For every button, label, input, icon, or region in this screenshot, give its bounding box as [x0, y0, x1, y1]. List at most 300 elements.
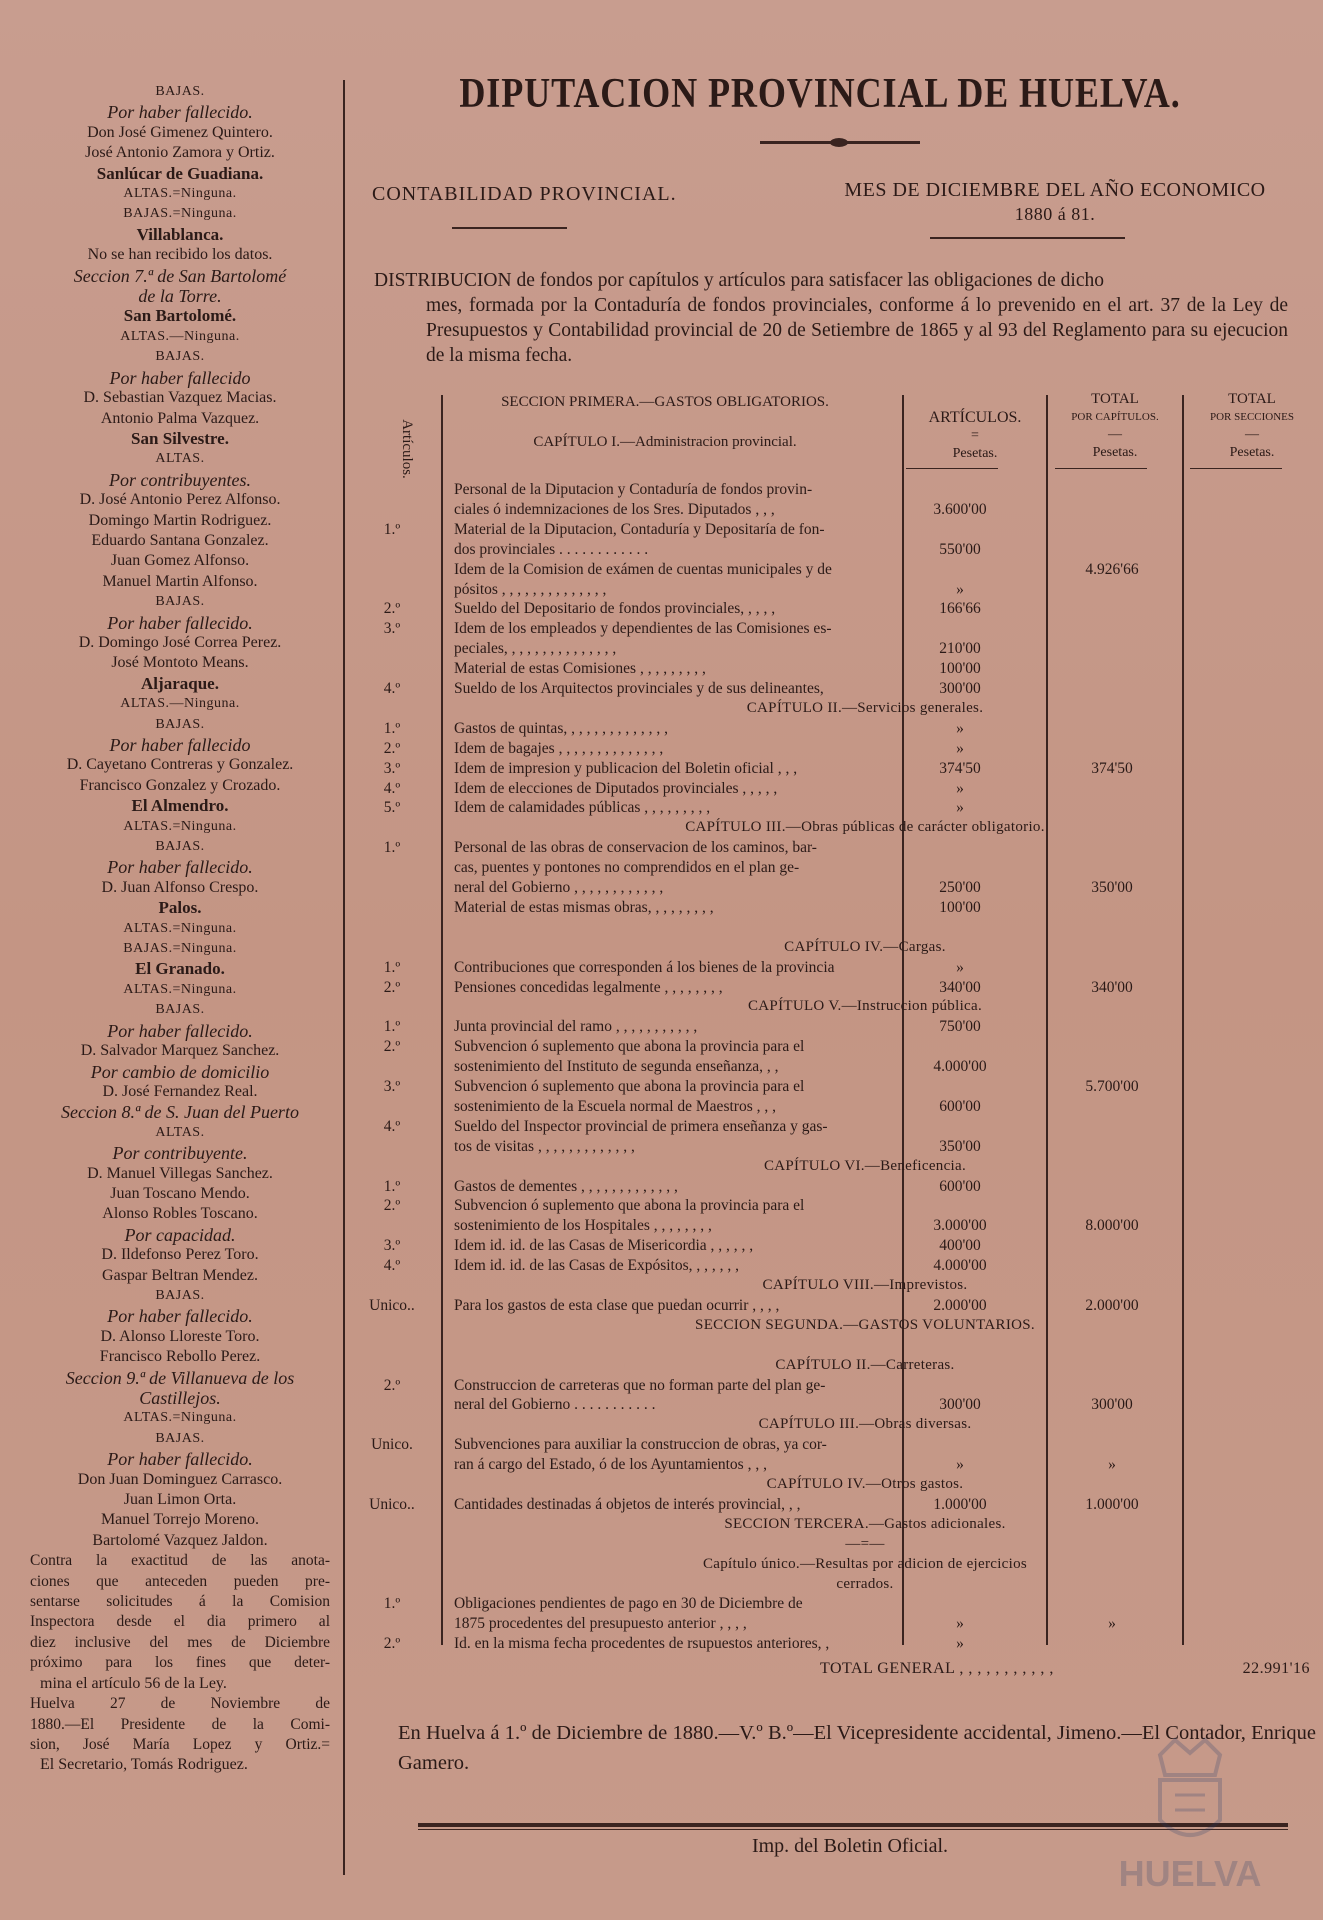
table-row: [374, 1614, 1323, 1633]
article-number: 3.º: [383, 1078, 401, 1095]
row-description: Pensiones concedidas legalmente , , , , , , , ,: [454, 978, 723, 996]
chapter-total: 350'00: [1091, 879, 1133, 896]
row-description: SECCION TERCERA.—Gastos adicionales.: [724, 1515, 1006, 1532]
table-row: [374, 1236, 1323, 1255]
table-row: [374, 1376, 1323, 1395]
left-column-line: BAJAS.=Ninguna.: [123, 941, 237, 957]
left-column-line: Seccion 8.ª de S. Juan del Puerto: [61, 1102, 299, 1123]
archive-watermark: [1080, 1735, 1300, 1905]
left-column-line: Por contribuyente.: [112, 1143, 248, 1164]
article-amount: 400'00: [939, 1237, 981, 1255]
article-number: Unico..: [369, 1495, 415, 1513]
left-column-line: ALTAS.—Ninguna.: [120, 696, 240, 712]
row-description: neral del Gobierno . . . . . . . . . . .: [454, 1396, 656, 1414]
left-column-line: ALTAS.: [155, 451, 205, 467]
table-row: [374, 779, 1323, 798]
row-description: Subvencion ó suplemento que abona la provincia para el: [454, 1197, 805, 1215]
left-column-line: Eduardo Santana Gonzalez.: [91, 531, 269, 549]
left-column-line: San Bartolomé.: [123, 306, 237, 326]
row-description: Personal de la Diputacion y Contaduría de fondos provin-: [454, 481, 813, 498]
table-row: [374, 1097, 1323, 1116]
article-number: 2.º: [383, 1197, 401, 1215]
left-column-line: ALTAS.—Ninguna.: [120, 328, 240, 344]
month-rule: [930, 237, 1125, 239]
article-amount: 4.000'00: [933, 1058, 987, 1076]
left-column-line: diez inclusive del mes de Diciembre: [30, 1633, 330, 1651]
table-row: [374, 858, 1323, 877]
row-description: Idem de elecciones de Diputados provinciales , , , , ,: [454, 779, 778, 797]
row-description: Construccion de carreteras que no forman parte del plan ge-: [454, 1376, 826, 1394]
article-number: 1.º: [383, 1018, 401, 1036]
left-column-line: BAJAS.: [155, 84, 205, 99]
column-divider: [343, 80, 345, 1875]
left-column-line: BAJAS.: [155, 349, 205, 365]
left-column-line: de la Torre.: [138, 286, 222, 307]
article-number: 2.º: [383, 739, 401, 757]
row-description: Junta provincial del ramo , , , , , , , , , , ,: [454, 1018, 698, 1036]
chapter-total: 340'00: [1091, 978, 1133, 996]
left-column-line: ALTAS.=Ninguna.: [123, 818, 237, 834]
printer-imprint: Imp. del Boletin Oficial.: [751, 1835, 949, 1857]
left-column-line: Francisco Rebollo Perez.: [99, 1348, 261, 1366]
left-column-line: ALTAS.=Ninguna.: [123, 1410, 237, 1426]
left-column-line: El Almendro.: [131, 796, 229, 816]
article-amount: 300'00: [939, 680, 981, 697]
row-description: cerrados.: [836, 1575, 894, 1592]
left-column-line: Por contribuyentes.: [109, 469, 251, 490]
row-description: sostenimiento del Instituto de segunda enseñanza, , ,: [454, 1058, 779, 1076]
article-amount: 2.000'00: [933, 1296, 987, 1314]
table-row: [374, 599, 1323, 618]
left-column-line: Sanlúcar de Guadiana.: [96, 163, 264, 183]
col-articulos-label: ARTÍCULOS.: [928, 409, 1022, 426]
table-row: [374, 1395, 1323, 1414]
row-description: sostenimiento de los Hospitales , , , , , , , ,: [454, 1217, 712, 1235]
left-column-line: BAJAS.: [155, 839, 205, 855]
left-column-line: D. Salvador Marquez Sanchez.: [80, 1042, 280, 1060]
chapter-total: »: [1108, 1615, 1116, 1633]
left-column-line: No se han recibido los datos.: [87, 246, 273, 264]
left-column-line: Manuel Martin Alfonso.: [102, 572, 258, 590]
page-title: DIPUTACION PROVINCIAL DE HUELVA.: [459, 71, 1181, 117]
chapter-total: 8.000'00: [1085, 1217, 1139, 1235]
left-column-line: Don José Gimenez Quintero.: [87, 123, 273, 141]
article-number: 4.º: [383, 680, 401, 697]
month-heading: [820, 178, 1290, 226]
left-column-line: Por haber fallecido: [109, 735, 251, 755]
left-column-line: Juan Toscano Mendo.: [110, 1184, 250, 1202]
left-column-line: ALTAS.=Ninguna.: [123, 186, 237, 202]
table-row: [374, 1515, 1323, 1534]
left-column-line: San Silvestre.: [131, 428, 229, 448]
row-description: Personal de las obras de conservacion de los caminos, bar-: [454, 839, 817, 857]
table-row: [374, 1077, 1323, 1096]
col-total-cap-dash: —: [1108, 427, 1122, 442]
table-row: [374, 1634, 1323, 1653]
row-description: CAPÍTULO VI.—Beneficencia.: [763, 1157, 967, 1174]
chapter-total: 2.000'00: [1085, 1296, 1139, 1314]
left-column-line: D. Alonso Lloreste Toro.: [100, 1327, 260, 1345]
left-column-line: Por haber fallecido.: [107, 1020, 253, 1041]
row-description: Subvencion ó suplemento que abona la provincia para el: [454, 1078, 805, 1095]
table-row: [371, 1435, 1323, 1454]
row-description: Sueldo del Inspector provincial de primera enseñanza y gas-: [454, 1117, 828, 1135]
table-row: [374, 878, 1323, 897]
section-one-heading: SECCION PRIMERA.—GASTOS OBLIGATORIOS.: [501, 394, 829, 410]
row-description: CAPÍTULO IV.—Otros gastos.: [766, 1476, 964, 1492]
left-column-line: sion, José María Lopez y Ortiz.=: [30, 1735, 330, 1753]
article-number: 1.º: [383, 520, 401, 538]
crown-shield-icon: [1080, 1735, 1300, 1855]
article-number: 4.º: [383, 779, 401, 797]
left-column-line: Villablanca.: [136, 224, 224, 244]
article-amount: 3.600'00: [933, 500, 987, 518]
row-description: CAPÍTULO II.—Carreteras.: [775, 1356, 955, 1373]
left-column-line: Francisco Gonzalez y Crozado.: [79, 776, 281, 794]
left-column-line: Contra la exactitud de las anota-: [30, 1552, 330, 1570]
year-line: 1880 á 81.: [1014, 204, 1096, 224]
row-description: Sueldo de los Arquitectos provinciales y de sus delineantes,: [454, 680, 824, 697]
left-column-line: El Secretario, Tomás Rodriguez.: [40, 1756, 248, 1774]
table-row: [369, 1495, 1323, 1514]
table-row: [374, 1535, 1323, 1554]
left-column-line: BAJAS.: [155, 594, 205, 610]
table-row: [374, 1575, 1323, 1594]
chapter-total: 300'00: [1091, 1396, 1133, 1414]
table-row: [374, 719, 1323, 738]
article-amount: 250'00: [939, 879, 981, 896]
article-amount: 350'00: [939, 1137, 981, 1155]
table-row: [374, 1316, 1323, 1335]
left-column-line: Alonso Robles Toscano.: [102, 1205, 258, 1223]
table-row: [374, 560, 1323, 579]
left-column-line: Aljaraque.: [141, 673, 219, 693]
table-row: [374, 1256, 1323, 1275]
table-row: [374, 1196, 1323, 1215]
left-column-line: Bartolomé Vazquez Jaldon.: [92, 1531, 268, 1549]
left-column-line: 1880.—El Presidente de la Comi-: [30, 1715, 330, 1733]
row-description: Subvencion ó suplemento que abona la provincia para el: [454, 1038, 805, 1056]
row-description: Idem de calamidades públicas , , , , , , , , ,: [454, 799, 711, 817]
table-row: [374, 500, 1323, 519]
article-number: Unico..: [369, 1296, 415, 1314]
month-line: MES DE DICIEMBRE DEL AÑO ECONOMICO: [844, 179, 1266, 201]
col-total-cap-pesetas: Pesetas.: [1092, 445, 1138, 460]
table-row: [374, 1117, 1323, 1136]
table-row: [374, 699, 1323, 718]
article-amount: 600'00: [939, 1177, 981, 1195]
left-column-line: BAJAS.: [155, 1002, 205, 1018]
left-column-line: Seccion 7.ª de San Bartolomé: [73, 265, 287, 286]
article-number: 4.º: [383, 1117, 401, 1135]
row-description: Obligaciones pendientes de pago en 30 de Diciembre de: [454, 1595, 803, 1613]
row-description: pósitos , , , , , , , , , , , , , ,: [454, 580, 607, 598]
table-row: [374, 997, 1323, 1016]
chapter-total: »: [1108, 1456, 1116, 1474]
table-row: [374, 1157, 1323, 1176]
table-row: [374, 639, 1323, 658]
article-amount: 210'00: [939, 640, 981, 658]
chapter-one-heading: CAPÍTULO I.—Administracion provincial.: [533, 434, 797, 450]
article-amount: 340'00: [939, 978, 981, 996]
row-description: Material de estas mismas obras, , , , , , , , ,: [454, 898, 714, 916]
article-amount: »: [956, 1456, 964, 1474]
col-total-sec-label2: POR SECCIONES: [1209, 411, 1295, 423]
row-description: SECCION SEGUNDA.—GASTOS VOLUNTARIOS.: [695, 1316, 1035, 1333]
col-total-capitulos: [1048, 390, 1182, 462]
row-description: Idem de los empleados y dependientes de las Comisiones es-: [454, 620, 832, 638]
row-description: sostenimiento de la Escuela normal de Maestros , , ,: [454, 1097, 776, 1115]
row-description: ran á cargo del Estado, ó de los Ayuntamientos , , ,: [454, 1456, 767, 1474]
article-number: 2.º: [383, 1038, 401, 1056]
title-ornament: [760, 141, 920, 144]
table-row: [374, 1336, 1323, 1355]
table-row: [374, 1594, 1323, 1613]
left-column-line: Por haber fallecido.: [107, 612, 253, 633]
chapter-total: 4.926'66: [1085, 560, 1139, 578]
distribution-rest: mes, formada por la Contaduría de fondos provinciales, conforme á lo prevenido en el art. 37 de la Ley de Presupuestos y Contabilidad provincial de 20 de Setiembre de 1865 y al 93 del Reglamento para su ejecucion de la misma fecha.: [426, 295, 1288, 366]
article-amount: 100'00: [939, 898, 981, 916]
row-description: Idem id. id. de las Casas de Misericordia , , , , , ,: [454, 1237, 754, 1255]
col-total-cap-label: TOTAL: [1091, 391, 1139, 407]
col-articulos: [905, 409, 1045, 463]
table-row: [374, 1137, 1323, 1156]
row-description: dos provinciales . . . . . . . . . . . .: [454, 540, 649, 558]
left-column-line: Don Juan Dominguez Carrasco.: [77, 1470, 283, 1488]
left-column-line: Castillejos.: [139, 1388, 221, 1408]
row-description: peciales, , , , , , , , , , , , , , ,: [454, 640, 617, 658]
left-column-line: ALTAS.=Ninguna.: [123, 981, 237, 997]
left-column: [30, 82, 330, 1776]
article-amount: 550'00: [939, 540, 981, 558]
article-amount: 750'00: [939, 1018, 981, 1036]
row-description: Idem de la Comision de exámen de cuentas municipales y de: [454, 560, 832, 578]
row-description: Cantidades destinadas á objetos de interés provincial, , ,: [454, 1495, 801, 1513]
total-general: [820, 1660, 1310, 1678]
table-row: [374, 759, 1323, 778]
article-number: 3.º: [383, 620, 401, 638]
left-column-line: José Montoto Means.: [111, 654, 249, 672]
article-amount: »: [956, 799, 964, 817]
table-row: [374, 1216, 1323, 1235]
article-amount: 374'50: [939, 759, 981, 777]
article-number: 1.º: [383, 719, 401, 737]
article-number: 3.º: [383, 1237, 401, 1255]
article-number: 2.º: [383, 600, 401, 618]
row-description: cas, puentes y pontones no comprendidos en el plan ge-: [454, 859, 800, 877]
left-column-line: Por haber fallecido.: [107, 102, 253, 123]
table-row: [374, 978, 1323, 997]
chapter-total: 1.000'00: [1085, 1495, 1139, 1513]
left-column-line: D. Juan Alfonso Crespo.: [101, 878, 259, 896]
row-description: Idem de impresion y publicacion del Boletin oficial , , ,: [454, 759, 798, 777]
chapter-total: 5.700'00: [1085, 1078, 1139, 1095]
row-description: Gastos de quintas, , , , , , , , , , , , , ,: [454, 719, 668, 737]
article-amount: »: [956, 1615, 964, 1633]
row-description: Material de la Diputacion, Contaduría y Depositaría de fon-: [454, 520, 825, 538]
table-row: [374, 1455, 1323, 1474]
articulos-side-header: Artículos.: [399, 419, 415, 479]
left-column-line: D. Sebastian Vazquez Macias.: [83, 389, 277, 407]
left-column-line: D. Manuel Villegas Sanchez.: [87, 1164, 273, 1182]
table-row: [369, 1296, 1323, 1315]
article-number: 2.º: [383, 1635, 401, 1653]
row-description: CAPÍTULO V.—Instruccion pública.: [747, 998, 983, 1015]
col-total-sec-pesetas: Pesetas.: [1229, 445, 1275, 460]
signature-paragraph: En Huelva á 1.º de Diciembre de 1880.—V.º B.º—El Vicepresidente accidental, Jimeno.—El Contador, Enrique Gamero.: [398, 1722, 1316, 1774]
total-general-value: 22.991'16: [1242, 1660, 1310, 1677]
col-articulos-eq: =: [971, 428, 979, 443]
table-row: [374, 1057, 1323, 1076]
left-column-line: D. José Fernandez Real.: [102, 1082, 258, 1100]
left-column-line: Antonio Palma Vazquez.: [100, 409, 260, 427]
table-row: [374, 1276, 1323, 1295]
left-column-line: BAJAS.: [155, 716, 205, 732]
watermark-text: HUELVA: [1118, 1853, 1262, 1894]
table-row: [374, 1356, 1323, 1375]
table-row: [374, 619, 1323, 638]
article-number: 2.º: [383, 1376, 401, 1394]
left-column-line: D. Ildefonso Perez Toro.: [101, 1246, 259, 1264]
left-column-line: Por haber fallecido: [109, 367, 251, 388]
article-amount: 3.000'00: [933, 1217, 987, 1235]
table-row: [374, 679, 1323, 698]
left-column-line: próximo para los fines que deter-: [30, 1654, 330, 1672]
col-total-secciones: [1184, 390, 1320, 462]
left-column-line: D. José Antonio Perez Alfonso.: [79, 491, 281, 509]
row-description: CAPÍTULO III.—Obras diversas.: [758, 1416, 972, 1433]
left-column-line: D. Cayetano Contreras y Gonzalez.: [66, 756, 294, 774]
row-description: neral del Gobierno , , , , , , , , , , , ,: [454, 879, 664, 896]
col-total-sec-label: TOTAL: [1228, 391, 1276, 407]
left-column-line: Juan Limon Orta.: [123, 1491, 237, 1509]
left-column-line: Inspectora desde el dia primero al: [30, 1613, 330, 1631]
table-row: [374, 818, 1323, 837]
row-description: Material de estas Comisiones , , , , , , , , ,: [454, 660, 706, 678]
article-amount: »: [956, 580, 964, 598]
contabilidad-heading: CONTABILIDAD PROVINCIAL.: [372, 183, 677, 205]
left-column-line: Gaspar Beltran Mendez.: [102, 1266, 258, 1284]
table-row: [374, 1177, 1323, 1196]
left-column-line: El Granado.: [135, 959, 225, 979]
distribution-first-line: DISTRIBUCION de fondos por capítulos y artículos para satisfacer las obligaciones de dicho: [374, 270, 1104, 291]
row-description: Sueldo del Depositario de fondos provinciales, , , , ,: [454, 600, 776, 618]
col-total-sec-dash: —: [1245, 427, 1259, 442]
row-description: CAPÍTULO III.—Obras públicas de carácter obligatorio.: [685, 819, 1045, 836]
row-description: Contribuciones que corresponden á los bienes de la provincia: [454, 958, 835, 976]
article-number: Unico.: [371, 1436, 413, 1454]
left-column-line: BAJAS.=Ninguna.: [123, 206, 237, 222]
left-column-line: Por haber fallecido.: [107, 1449, 253, 1470]
article-number: 4.º: [383, 1257, 401, 1275]
article-amount: 100'00: [939, 660, 981, 678]
row-description: Para los gastos de esta clase que puedan ocurrir , , , ,: [454, 1296, 780, 1314]
table-row: [374, 798, 1323, 817]
table-row: [374, 958, 1323, 977]
row-description: ciales ó indemnizaciones de los Sres. Diputados , , ,: [454, 500, 775, 518]
table-row: [374, 898, 1323, 917]
article-number: 3.º: [383, 759, 401, 777]
table-row: [374, 580, 1323, 599]
table-row: [374, 918, 1323, 937]
table-row: [374, 520, 1323, 539]
left-column-line: mina el artículo 56 de la Ley.: [40, 1674, 227, 1692]
row-description: Gastos de dementes , , , , , , , , , , , , ,: [454, 1177, 678, 1195]
col-articulos-pesetas: Pesetas.: [952, 446, 998, 461]
left-column-line: Seccion 9.ª de Villanueva de los: [65, 1367, 295, 1388]
article-amount: 1.000'00: [933, 1495, 987, 1513]
left-column-line: Huelva 27 de Noviembre de: [30, 1695, 330, 1713]
table-row: [374, 1475, 1323, 1494]
left-column-line: Por haber fallecido.: [107, 857, 253, 878]
left-column-line: BAJAS.: [155, 1287, 205, 1303]
article-amount: »: [956, 719, 964, 737]
row-description: Subvenciones para auxiliar la construccion de obras, ya cor-: [454, 1436, 827, 1454]
article-amount: 300'00: [939, 1396, 981, 1414]
article-amount: 166'66: [939, 600, 981, 618]
left-column-line: ALTAS.: [155, 1124, 205, 1140]
article-number: 5.º: [383, 799, 401, 817]
table-row: [374, 1555, 1323, 1574]
left-column-line: José Antonio Zamora y Ortiz.: [85, 144, 275, 162]
left-column-line: BAJAS.: [155, 1430, 205, 1446]
left-column-line: Manuel Torrejo Moreno.: [100, 1511, 260, 1529]
chapter-total: 374'50: [1091, 759, 1133, 777]
table-row: [374, 480, 1323, 499]
left-column-line: Por haber fallecido.: [107, 1306, 253, 1327]
table-row: [374, 739, 1323, 758]
left-column-line: Por capacidad.: [124, 1224, 236, 1245]
row-description: 1875 procedentes del presupuesto anterior , , , ,: [454, 1615, 747, 1633]
row-description: Idem de bagajes , , , , , , , , , , , , , ,: [454, 739, 664, 757]
row-description: —=—: [845, 1535, 885, 1552]
table-row: [374, 838, 1323, 857]
col-total-cap-label2: POR CAPÍTULOS.: [1071, 411, 1159, 423]
table-row: [374, 1415, 1323, 1434]
table-row: [374, 540, 1323, 559]
article-amount: »: [956, 779, 964, 797]
row-description: Idem id. id. de las Casas de Expósitos, , , , , , ,: [454, 1257, 739, 1275]
contabilidad-rule: [452, 227, 567, 229]
article-amount: 600'00: [939, 1097, 981, 1115]
article-number: 1.º: [383, 839, 401, 857]
article-number: 1.º: [383, 958, 401, 976]
distribution-paragraph: [374, 268, 1288, 368]
article-amount: »: [956, 739, 964, 757]
left-column-line: ciones que anteceden pueden pre-: [30, 1572, 330, 1590]
row-description: Capítulo único.—Resultas por adicion de ejercicios: [702, 1555, 1028, 1572]
article-number: 1.º: [383, 1595, 401, 1613]
left-column-line: Por cambio de domicilio: [90, 1061, 270, 1082]
article-number: 1.º: [383, 1177, 401, 1195]
table-row: [374, 1037, 1323, 1056]
left-column-line: Juan Gomez Alfonso.: [110, 552, 250, 570]
row-description: tos de visitas , , , , , , , , , , , , ,: [454, 1137, 635, 1155]
article-number: 2.º: [383, 978, 401, 996]
article-amount: »: [956, 958, 964, 976]
left-column-line: sentarse solicitudes á la Comision: [30, 1593, 330, 1611]
table-row: [374, 938, 1323, 957]
row-description: CAPÍTULO VIII.—Imprevistos.: [762, 1277, 968, 1293]
table-row: [374, 1017, 1323, 1036]
left-column-line: Domingo Martin Rodriguez.: [88, 511, 272, 529]
row-description: CAPÍTULO II.—Servicios generales.: [746, 699, 984, 716]
row-description: Id. en la misma fecha procedentes de rsupuestos anteriores, ,: [454, 1635, 830, 1653]
article-amount: 4.000'00: [933, 1257, 987, 1275]
table-row: [374, 659, 1323, 678]
left-column-line: D. Domingo José Correa Perez.: [78, 633, 282, 651]
left-column-line: Palos.: [158, 898, 202, 918]
